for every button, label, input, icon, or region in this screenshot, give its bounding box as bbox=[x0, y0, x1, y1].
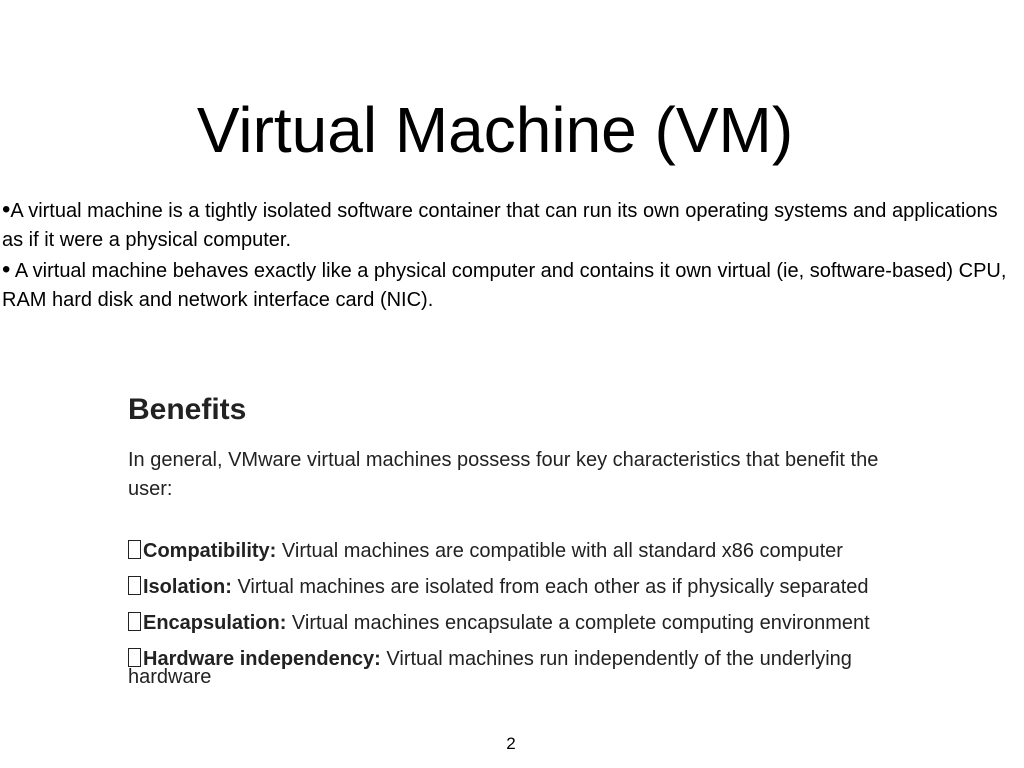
feature-label: Isolation: bbox=[143, 576, 232, 598]
missing-glyph-box-icon bbox=[128, 648, 141, 667]
feature-isolation bbox=[128, 576, 888, 596]
bullet-marker: • bbox=[2, 196, 11, 223]
feature-text: Virtual machines are isolated from each other as if physically separated bbox=[231, 576, 869, 598]
feature-encapsulation bbox=[128, 612, 888, 632]
bullet-text: A virtual machine behaves exactly like a physical computer and contains it own virtual (ie, software-based) CPU, RAM hard disk and network interface card (NIC). bbox=[2, 260, 1007, 311]
feature-label: Encapsulation: bbox=[143, 612, 287, 634]
feature-text: Virtual machines are compatible with all standard x86 computer bbox=[276, 540, 843, 562]
slide-title: Virtual Machine (VM) bbox=[196, 94, 794, 166]
bullet-text: A virtual machine is a tightly isolated software container that can run its own operating systems and applications as if it were a physical computer. bbox=[2, 200, 998, 251]
feature-hardware-independency bbox=[128, 648, 888, 686]
benefits-intro: In general, VMware virtual machines possess four key characteristics that benefit the user: bbox=[128, 449, 879, 500]
bullet-marker: • bbox=[2, 256, 11, 283]
bullet-item bbox=[2, 195, 1022, 255]
feature-compatibility bbox=[128, 540, 888, 560]
definition-bullets bbox=[2, 195, 1022, 315]
missing-glyph-box-icon bbox=[128, 612, 141, 631]
benefits-heading: Benefits bbox=[128, 393, 247, 426]
page-number: 2 bbox=[506, 734, 516, 753]
bullet-item bbox=[2, 255, 1022, 315]
feature-text: Virtual machines run independently of the underlying hardware bbox=[128, 648, 852, 688]
feature-label: Hardware independency: bbox=[143, 648, 381, 670]
missing-glyph-box-icon bbox=[128, 576, 141, 595]
feature-text: Virtual machines encapsulate a complete computing environment bbox=[286, 612, 870, 634]
missing-glyph-box-icon bbox=[128, 540, 141, 559]
feature-label: Compatibility: bbox=[143, 540, 277, 562]
